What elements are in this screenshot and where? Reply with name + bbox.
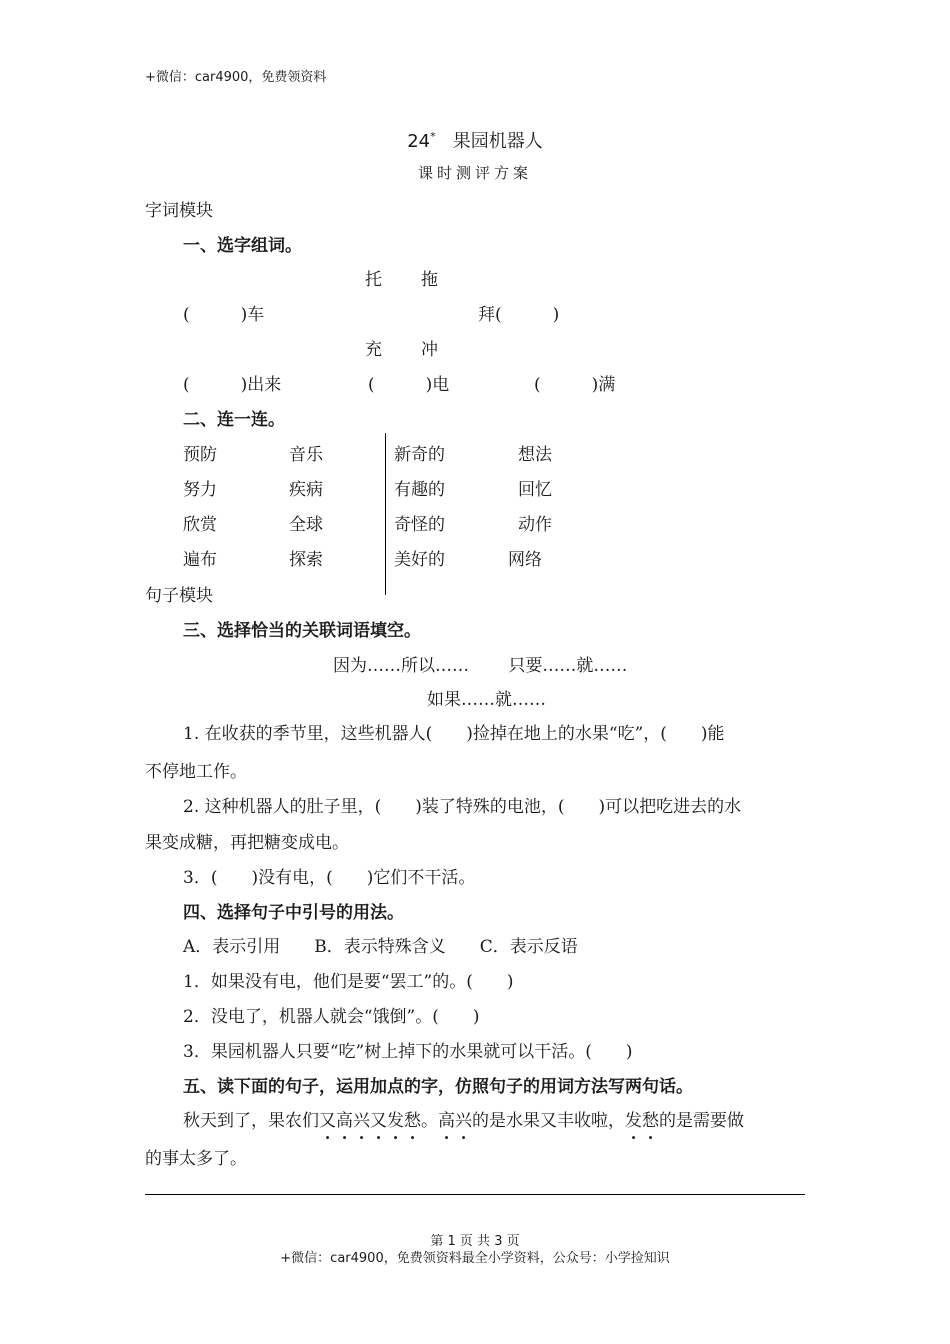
q5-sentence-pre: 秋天到了，果农们 <box>183 1111 319 1131</box>
q2-left-a-1: 预防 <box>183 445 217 465</box>
q4-item1: 1．如果没有电，他们是要“罢工”的。( ) <box>183 972 514 992</box>
page-subtitle: 课时测评方案 <box>417 164 532 182</box>
footer-note: +微信：car4900，免费领资料最全小学资料，公众号：小学捡知识 <box>280 1251 670 1266</box>
dotted-char: 愁 <box>404 1111 421 1131</box>
q2-left-b-3: 全球 <box>289 515 323 535</box>
q3-item1-line2: 不停地工作。 <box>145 762 247 782</box>
q1-char-chong1: 充 <box>365 340 382 360</box>
q3-item1-line1: 1. 在收获的季节里，这些机器人( )捡掉在地上的水果“吃”，( )能 <box>183 724 725 744</box>
q1-blank-man: ( )满 <box>534 375 616 395</box>
q3-title: 三、选择恰当的关联词语填空。 <box>183 621 421 641</box>
q2-right-a-2: 有趣的 <box>394 480 445 500</box>
section-heading-sentences: 句子模块 <box>145 586 213 606</box>
footer-page: 第 1 页 共 3 页 <box>430 1234 520 1249</box>
q1-blank-che: ( )车 <box>183 305 265 325</box>
q5-sentence-mid2: 的是水果又丰收啦， <box>472 1111 625 1131</box>
dotted-char: 又 <box>370 1111 387 1131</box>
page-title <box>0 127 950 153</box>
dotted-char: 发 <box>625 1111 642 1131</box>
dotted-char: 高 <box>438 1111 455 1131</box>
q3-item2-line2: 果变成糖，再把糖变成电。 <box>145 833 349 853</box>
title-number: 24 <box>407 131 431 152</box>
q2-right-b-4: 网络 <box>508 550 542 570</box>
q2-right-a-1: 新奇的 <box>394 445 445 465</box>
q2-left-a-4: 遍布 <box>183 550 217 570</box>
q2-left-b-1: 音乐 <box>289 445 323 465</box>
q2-right-b-2: 回忆 <box>518 480 552 500</box>
q4-title: 四、选择句子中引号的用法。 <box>183 903 404 923</box>
q3-item2-line1: 2. 这种机器人的肚子里，( )装了特殊的电池，( )可以把吃进去的水 <box>183 797 742 817</box>
header-note: +微信：car4900，免费领资料 <box>145 70 327 85</box>
dotted-char: 又 <box>319 1111 336 1131</box>
q5-sentence-line1 <box>183 1106 744 1131</box>
q4-item2: 2．没电了，机器人就会“饿倒”。( ) <box>183 1007 480 1027</box>
title-star: * <box>430 130 436 143</box>
q1-blank-dian: ( )电 <box>368 375 450 395</box>
q2-right-a-4: 美好的 <box>394 550 445 570</box>
dotted-char: 兴 <box>455 1111 472 1131</box>
q3-options-line2: 如果……就…… <box>427 690 546 710</box>
q2-left-b-4: 探索 <box>289 550 323 570</box>
dotted-char: 发 <box>387 1111 404 1131</box>
dotted-char: 愁 <box>642 1111 659 1131</box>
q1-title: 一、选字组词。 <box>183 236 302 256</box>
q5-title: 五、读下面的句子，运用加点的字，仿照句子的用词方法写两句话。 <box>183 1077 693 1097</box>
q2-left-a-3: 欣赏 <box>183 515 217 535</box>
dotted-char: 高 <box>336 1111 353 1131</box>
footer-rule <box>145 1194 805 1195</box>
q1-char-tuo2: 拖 <box>421 270 438 290</box>
title-text: 果园机器人 <box>452 131 543 152</box>
q1-char-chong2: 冲 <box>421 340 438 360</box>
q1-char-tuo1: 托 <box>365 270 382 290</box>
q5-sentence-end: 的是需要做 <box>659 1111 744 1131</box>
q2-right-b-1: 想法 <box>518 445 552 465</box>
q2-right-b-3: 动作 <box>518 515 552 535</box>
q2-title: 二、连一连。 <box>183 410 285 430</box>
section-heading-words: 字词模块 <box>145 201 213 221</box>
q4-options: A．表示引用 B．表示特殊含义 C．表示反语 <box>183 937 578 957</box>
q2-right-a-3: 奇怪的 <box>394 515 445 535</box>
q3-item3: 3．( )没有电，( )它们不干活。 <box>183 868 476 888</box>
q1-blank-chulai: ( )出来 <box>183 375 282 395</box>
q2-divider <box>385 433 386 595</box>
q4-item3: 3．果园机器人只要“吃”树上掉下的水果就可以干活。( ) <box>183 1042 633 1062</box>
q2-left-a-2: 努力 <box>183 480 217 500</box>
q2-left-b-2: 疾病 <box>289 480 323 500</box>
q5-sentence-mid1: 。 <box>421 1111 438 1131</box>
q5-sentence-line2: 的事太多了。 <box>145 1149 247 1169</box>
dotted-char: 兴 <box>353 1111 370 1131</box>
q1-blank-bai: 拜( ) <box>478 305 560 325</box>
q3-options-line1: 因为……所以…… 只要……就…… <box>333 656 628 676</box>
